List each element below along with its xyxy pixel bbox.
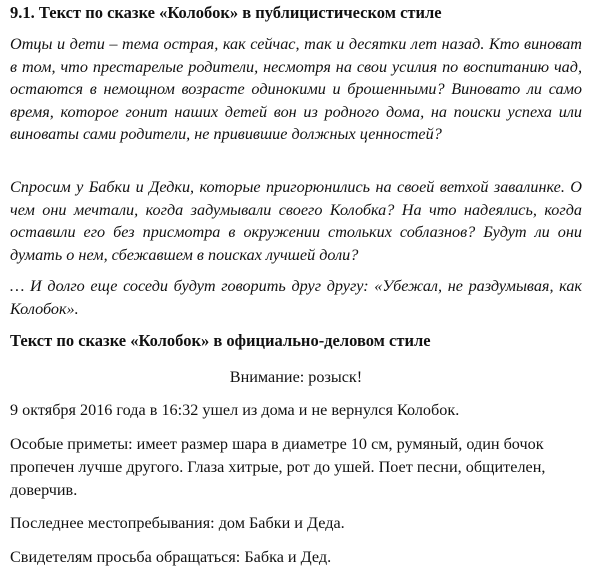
section-heading-official: Текст по сказке «Колобок» в официально-деловом стиле — [10, 331, 431, 350]
paragraph-ask-grandparents: Спросим у Бабки и Дедки, которые пригорюнились на своей ветхой завалинке. О чем они мечтали, когда задумывали своего Колобка? На что надеялись, когда оставили его без присмотра в окружении стольких соблазнов? Будут ли они думать о нем, сбежавшем в поисках лучшей доли? — [10, 178, 582, 264]
wanted-notice-title: Внимание: розыск! — [229, 368, 363, 386]
last-location-line: Последнее местопребывания: дом Бабки и Деда. — [10, 514, 345, 532]
special-features-line: Особые приметы: имеет размер шара в диаметре 10 см, румяный, один бочок пропечен лучше другого. Глаза хитрые, рот до ушей. Поет песни, общителен, доверчив. — [10, 435, 546, 499]
section-heading-publicistic: 9.1. Текст по сказке «Колобок» в публицистическом стиле — [10, 3, 442, 22]
witness-contact-line: Свидетелям просьба обращаться: Бабка и Дед. — [10, 548, 332, 566]
paragraph-fathers-and-children: Отцы и дети – тема острая, как сейчас, так и десятки лет назад. Кто виноват в том, что престарелые родители, несмотря на свои усилия по воспитанию чад, остаются в немощном возрасте одинокими и брошенными? Виновато ли само время, которое гонит наших детей вон из родного дома, на поиски успеха или виноваты сами родители, не привившие должных ценностей? — [10, 35, 582, 143]
paragraph-neighbors-saying: … И долго еще соседи будут говорить друг другу: «Убежал, не раздумывая, как Колобок». — [10, 277, 582, 318]
missing-report-line: 9 октября 2016 года в 16:32 ушел из дома и не вернулся Колобок. — [10, 401, 460, 419]
